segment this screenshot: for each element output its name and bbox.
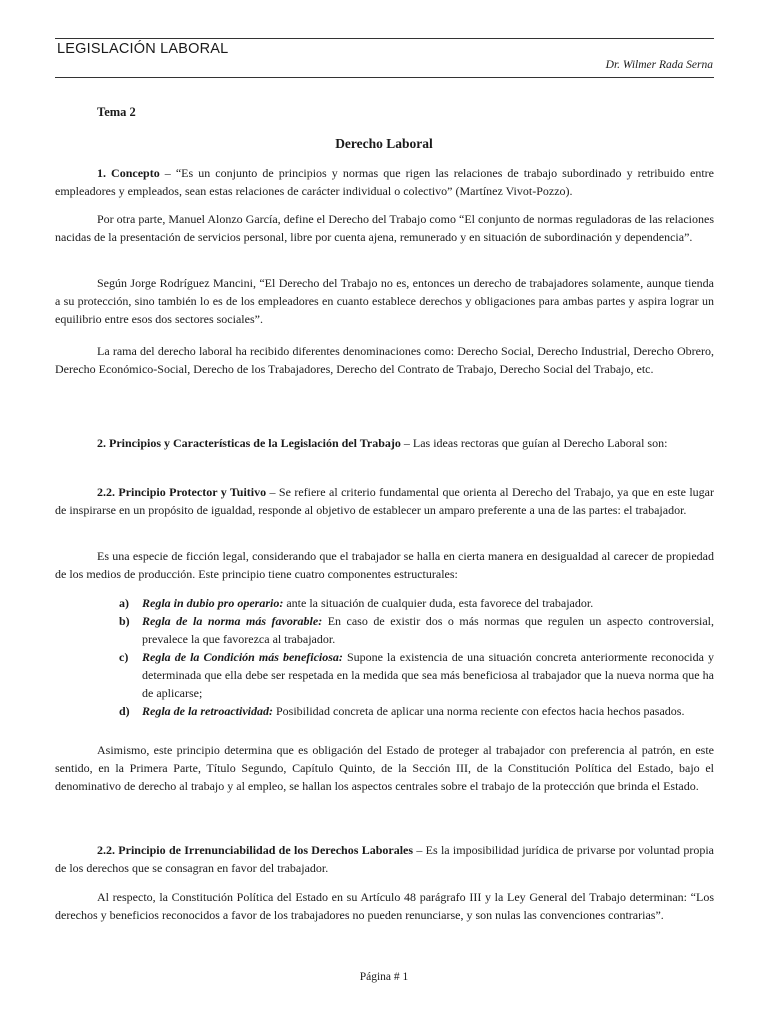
paragraph-irrenunciabilidad [55,841,714,877]
paragraph-alonzo: Por otra parte, Manuel Alonzo García, define el Derecho del Trabajo como “El conjunto de normas reguladoras de las relaciones nacidas de la presentación de servicios personal, libre por cuenta ajena, remunerado y en situación de subordinación y dependencia”. [55,212,714,244]
text-principios: – Las ideas rectoras que guían al Derecho Laboral son: [400,436,668,450]
list-marker: b) [119,614,130,628]
header-title: LEGISLACIÓN LABORAL [57,41,229,57]
components-list [119,594,714,720]
text-irrenunciabilidad: – Es la imposibilidad jurídica de privarse por voluntad propia de los derechos que se consagran en favor del trabajador. [55,843,714,875]
page-title: Derecho Laboral [335,136,433,151]
heading-protector: 2.2. Principio Protector y Tuitivo [97,485,267,499]
header-bottom-rule [55,77,714,78]
heading-concepto: 1. Concepto [97,166,160,180]
paragraph-respecto: Al respecto, la Constitución Política del Estado en su Artículo 48 parágrafo III y la Ley General del Trabajo determinan: “Los derechos y beneficios reconocidos a favor de los trabajadores no pueden renunciarse, y son nulas las convenciones contrarias”. [55,890,714,922]
list-item [119,702,714,720]
header-top-rule [55,38,714,39]
list-marker: c) [119,650,129,664]
paragraph-asimismo: Asimismo, este principio determina que es obligación del Estado de proteger al trabajador con preferencia al patrón, en este sentido, en la Primera Parte, Título Segundo, Capítulo Quinto, de la Sección III, de la Constitución Política del Estado, bajo el denominativo de derecho al trabajo y al empleo, se hallan los aspectos centrales sobre el trabajo de la protección que brinda el Estado. [55,743,714,793]
list-item [119,648,714,702]
list-marker: a) [119,596,129,610]
paragraph-mancini: Según Jorge Rodríguez Mancini, “El Derecho del Trabajo no es, entonces un derecho de trabajadores solamente, aunque tienda a su protección, sino también lo es de los empleadores en cuanto establece derechos y obligaciones para ambas partes y aspira lograr un equilibrio entre esos dos sectores sociales”. [55,276,714,326]
list-item [119,612,714,648]
list-item-text: Posibilidad concreta de aplicar una norma reciente con efectos hacia hechos pasados. [272,704,685,718]
list-item-name: Regla de la norma más favorable: [142,614,323,628]
heading-principios: 2. Principios y Características de la Legislación del Trabajo [97,436,401,450]
heading-irrenunciabilidad: 2.2. Principio de Irrenunciabilidad de los Derechos Laborales [97,843,414,857]
tema-label: Tema 2 [97,105,136,119]
text-protector: – Se refiere al criterio fundamental que orienta al Derecho del Trabajo, ya que en este lugar de inspirarse en un propósito de igualdad, responde al objetivo de establecer un amparo preferente a una de las partes: el trabajador. [55,485,714,517]
header-author: Dr. Wilmer Rada Serna [605,59,713,71]
list-item-text: ante la situación de cualquier duda, esta favorece del trabajador. [283,596,594,610]
paragraph-concepto [55,164,714,200]
page-number: Página # 1 [359,971,409,983]
list-item-text: Supone la existencia de una situación concreta anteriormente reconocida y determinada que ella debe ser respetada en la medida que sea más beneficiosa al trabajador que la nueva norma que ha de aplicarse; [142,650,715,700]
paragraph-ficcion: Es una especie de ficción legal, considerando que el trabajador se halla en cierta manera en desigualdad al carecer de propiedad de los medios de producción. Este principio tiene cuatro componentes estructurales: [55,549,714,581]
list-item-name: Regla de la retroactividad: [142,704,273,718]
list-item-name: Regla in dubio pro operario: [142,596,284,610]
paragraph-principios [55,434,714,452]
list-marker: d) [119,704,130,718]
paragraph-rama: La rama del derecho laboral ha recibido diferentes denominaciones como: Derecho Social, Derecho Industrial, Derecho Obrero, Derecho Económico-Social, Derecho de los Trabajadores, Derecho del Contrato de Trabajo, Derecho Social del Trabajo, etc. [55,344,714,376]
list-item-text: En caso de existir dos o más normas que regulen un aspecto controversial, prevalece la que favorezca al trabajador. [142,614,714,646]
list-item-name: Regla de la Condición más beneficiosa: [142,650,343,664]
paragraph-protector [55,483,714,519]
text-concepto: – “Es un conjunto de principios y normas que rigen las relaciones de trabajo subordinado y retribuido entre empleadores y empleados, sean estas relaciones de carácter individual o colectivo” (Martínez Vivot-Pozzo). [55,166,714,198]
list-item [119,594,714,612]
